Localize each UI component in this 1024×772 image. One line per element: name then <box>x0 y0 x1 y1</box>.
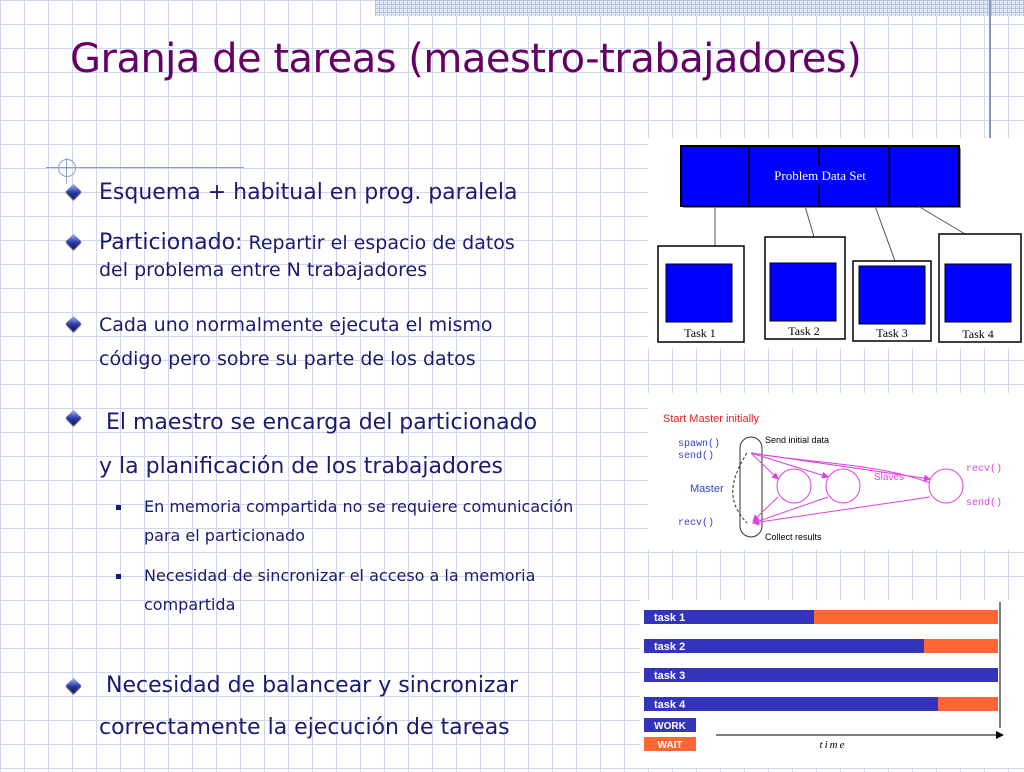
header-decoration <box>375 0 1024 16</box>
bullet-3 <box>99 308 493 376</box>
wait-segment <box>924 639 998 653</box>
task-bar-2 <box>644 639 998 653</box>
bullet-text-cont: correctamente la ejecución de tareas <box>99 715 510 740</box>
diamond-bullet-icon <box>66 234 82 250</box>
slave-recv-label: recv() <box>966 464 1003 475</box>
square-bullet-icon <box>116 505 121 510</box>
bullet-text: Repartir el espacio de datos <box>242 232 515 254</box>
task-bar-4 <box>644 697 998 711</box>
legend-wait-label: WAIT <box>657 740 683 751</box>
diamond-bullet-icon <box>66 678 82 694</box>
diamond-bullet-icon <box>66 184 82 200</box>
bullet-4 <box>99 401 537 489</box>
recv-label: recv() <box>678 518 715 529</box>
bullet-5 <box>99 665 518 749</box>
work-segment <box>644 639 924 653</box>
bullet-text-cont: código pero sobre su parte de los datos <box>99 348 476 370</box>
slaves-label: Slaves <box>874 472 905 483</box>
task-box-2 <box>765 237 845 339</box>
vertical-rule <box>989 0 991 138</box>
task-bar-label: task 3 <box>654 670 686 682</box>
sub-bullet-text-cont: para el particionado <box>144 526 305 545</box>
sub-bullet-text-cont: compartida <box>144 595 236 614</box>
task-label: Task 3 <box>876 326 908 340</box>
task-box-4 <box>939 234 1021 342</box>
data-partition-diagram <box>648 138 1024 348</box>
bullet-text-cont: y la planificación de los trabajadores <box>99 454 503 479</box>
slide-title: Granja de tareas (maestro-trabajadores) <box>70 36 862 82</box>
bullet-text-cont: del problema entre N trabajadores <box>99 259 428 281</box>
sub-bullet-text: Necesidad de sincronizar el acceso a la memoria <box>144 566 536 585</box>
send-initial-label: Send initial data <box>765 435 830 445</box>
task-bar-1 <box>644 610 998 624</box>
task-label: Task 4 <box>962 327 994 341</box>
bullet-text: Necesidad de balancear y sincronizar <box>99 673 518 698</box>
send-label: send() <box>678 451 715 462</box>
task-bar-label: task 2 <box>654 641 686 653</box>
square-bullet-icon <box>116 574 121 579</box>
master-label: Master <box>690 483 724 495</box>
wait-segment <box>938 697 998 711</box>
bullet-1 <box>99 176 517 209</box>
task-label: Task 2 <box>788 324 820 338</box>
bullet-lead: Particionado: <box>99 230 243 255</box>
sub-bullet-text: En memoria compartida no se requiere comunicación <box>144 497 574 516</box>
problem-data-set-label: Problem Data Set <box>774 168 866 183</box>
sub-bullet-2 <box>144 561 535 619</box>
work-segment <box>644 668 998 682</box>
bullet-text: Esquema + habitual en prog. paralela <box>99 180 518 205</box>
task-label: Task 1 <box>684 326 716 340</box>
diamond-bullet-icon <box>66 410 82 426</box>
spawn-label: spawn() <box>678 439 721 450</box>
task-timeline <box>640 600 1024 768</box>
task-bar-3 <box>644 668 998 682</box>
slave-send-label: send() <box>966 498 1003 509</box>
work-segment <box>644 697 938 711</box>
task-box-3 <box>853 261 931 341</box>
legend-work-label: WORK <box>654 721 686 732</box>
task-bar-label: task 1 <box>654 612 686 624</box>
time-axis-label: time <box>819 739 847 751</box>
bullet-2 <box>99 226 619 284</box>
bullet-text: Cada uno normalmente ejecuta el mismo <box>99 314 493 336</box>
master-heading: Start Master initially <box>663 413 759 425</box>
task-bar-label: task 4 <box>654 699 686 711</box>
sub-bullet-1 <box>144 492 573 550</box>
wait-segment <box>814 610 998 624</box>
crosshair-ornament-circle <box>58 159 76 177</box>
diamond-bullet-icon <box>66 316 82 332</box>
master-slaves-diagram <box>648 393 1024 550</box>
bullet-text: El maestro se encarga del particionado <box>99 410 538 435</box>
collect-label: Collect results <box>765 532 822 542</box>
task-box-1 <box>658 246 744 342</box>
